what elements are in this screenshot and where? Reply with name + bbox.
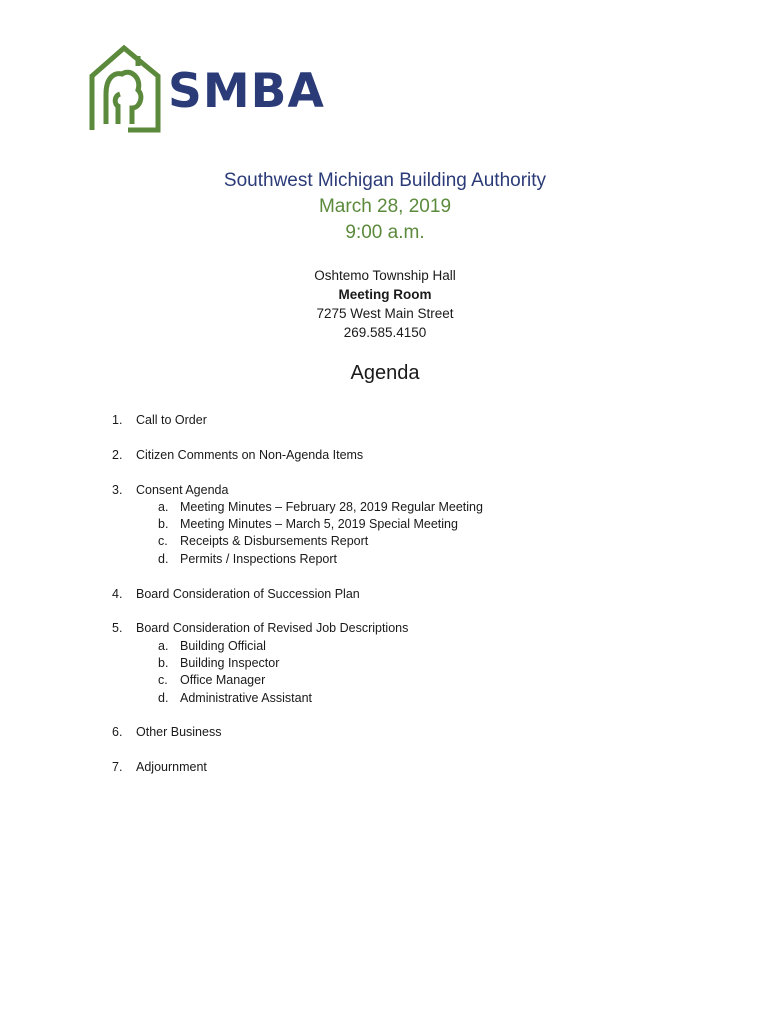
agenda-subitem-letter: d. [158, 551, 169, 566]
agenda-subitem-letter: d. [158, 690, 169, 705]
venue-room: Meeting Room [338, 287, 432, 302]
house-tree-icon [88, 44, 163, 136]
agenda-item-text: Consent Agenda [136, 482, 229, 497]
agenda-item [112, 447, 672, 464]
agenda-item [112, 724, 672, 741]
agenda-item [112, 620, 672, 706]
agenda-item-text: Adjournment [136, 760, 207, 775]
meeting-date: March 28, 2019 [318, 196, 452, 217]
agenda-subitem [158, 690, 672, 707]
agenda-subitem [158, 533, 672, 550]
agenda-subitem-list [158, 638, 672, 707]
agenda-item-text: Citizen Comments on Non-Agenda Items [136, 447, 364, 462]
agenda-item-text: Call to Order [136, 413, 207, 427]
agenda-subitem-text: Office Manager [180, 673, 266, 688]
agenda-subitem-letter: c. [158, 673, 168, 688]
agenda-subitem-text: Receipts & Disbursements Report [180, 534, 369, 549]
agenda-item [112, 482, 672, 568]
smba-logo [88, 44, 368, 136]
agenda-item-number: 5. [112, 621, 123, 636]
agenda-subitem-letter: a. [158, 638, 169, 653]
agenda-subitem [158, 638, 672, 655]
agenda-item-number: 7. [112, 760, 123, 775]
agenda-subitem-text: Meeting Minutes – March 5, 2019 Special Meeting [180, 517, 458, 532]
agenda-item-text: Board Consideration of Succession Plan [136, 586, 360, 601]
document-header [0, 168, 770, 386]
agenda-subitem [158, 499, 672, 516]
agenda-item [112, 412, 672, 429]
venue-phone: 269.585.4150 [343, 325, 427, 340]
agenda-title: Agenda [350, 362, 420, 384]
agenda-subitem-text: Meeting Minutes – February 28, 2019 Regular Meeting [180, 499, 483, 514]
agenda-subitem [158, 551, 672, 568]
agenda-item [112, 586, 672, 603]
agenda-item-text: Board Consideration of Revised Job Descriptions [136, 621, 409, 636]
agenda-subitem [158, 672, 672, 689]
agenda-subitem-text: Building Inspector [180, 655, 280, 670]
venue-address: 7275 West Main Street [316, 306, 454, 321]
agenda-item-number: 6. [112, 725, 123, 740]
venue-location: Oshtemo Township Hall [314, 268, 456, 283]
agenda-list [112, 412, 672, 794]
organization-name: Southwest Michigan Building Authority [223, 170, 547, 191]
agenda-subitem-letter: b. [158, 655, 169, 670]
agenda-subitem-letter: c. [158, 534, 168, 549]
agenda-item [112, 759, 672, 776]
agenda-item-text: Other Business [136, 725, 222, 740]
agenda-subitem [158, 655, 672, 672]
agenda-subitem [158, 516, 672, 533]
agenda-item-number: 3. [112, 482, 123, 497]
agenda-item-number: 1. [112, 413, 123, 427]
agenda-subitem-text: Building Official [180, 638, 266, 653]
agenda-subitem-letter: a. [158, 499, 169, 514]
agenda-subitem-letter: b. [158, 517, 169, 532]
agenda-subitem-text: Permits / Inspections Report [180, 551, 338, 566]
agenda-item-number: 4. [112, 586, 123, 601]
meeting-time: 9:00 a.m. [345, 222, 425, 243]
agenda-item-number: 2. [112, 447, 123, 462]
agenda-subitem-list [158, 499, 672, 568]
logo-wordmark: SMBA [168, 64, 325, 119]
agenda-subitem-text: Administrative Assistant [180, 690, 312, 705]
venue-block [0, 266, 770, 342]
